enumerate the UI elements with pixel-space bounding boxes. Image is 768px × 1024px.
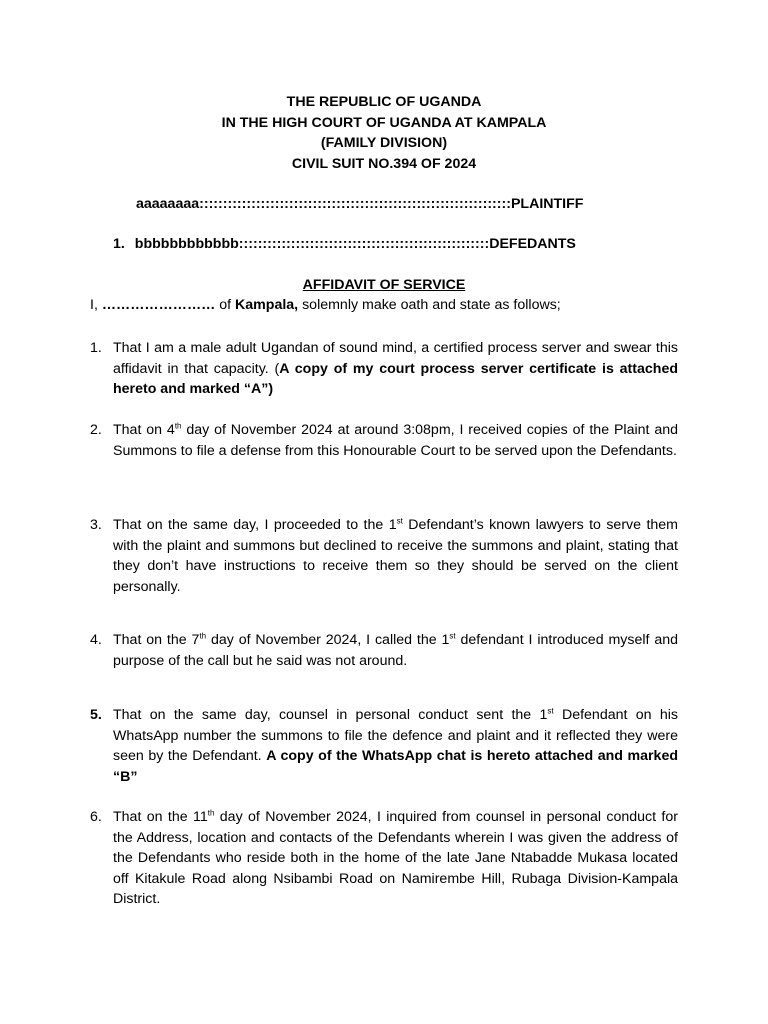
document-title: AFFIDAVIT OF SERVICE bbox=[302, 277, 466, 293]
defendant-number: 1. bbox=[113, 236, 125, 252]
paragraph-number: 2. bbox=[90, 422, 102, 438]
paragraph-6: 6. That on the 11th day of November 2024, I inquired from counsel in personal conduct for the Address, location and contacts of the Defendants wherein I was given the address of the Defendants who reside both in the home of the late Jane Ntabadde Mukasa located off Kitakule Road along Nsibambi Road on Namirembe Hill, Rubaga Division-Kampala District. bbox=[90, 808, 678, 908]
paragraph-number: 6. bbox=[90, 809, 102, 825]
intro-place: Kampala, bbox=[235, 297, 299, 313]
defendant-name: bbbbbbbbbbbb:::::::::::::::::::::::::::::::::::::::::::::::::::::DEFEDANTS bbox=[134, 236, 576, 252]
paragraph-1: 1. That I am a male adult Ugandan of sound mind, a certified process server and swear this affidavit in that capacity. (A copy of my court process server certificate is attached hereto and marked “A”) bbox=[90, 340, 678, 398]
heading-court: IN THE HIGH COURT OF UGANDA AT KAMPALA bbox=[221, 114, 547, 131]
paragraph-number: 5. bbox=[90, 707, 102, 723]
intro-line: I, …………………… of Kampala, solemnly make oath and state as follows; bbox=[90, 297, 561, 313]
heading-republic: THE REPUBLIC OF UGANDA bbox=[286, 94, 482, 110]
paragraph-number: 4. bbox=[90, 632, 102, 648]
paragraph-5: 5. That on the same day, counsel in personal conduct sent the 1st Defendant on his WhatsApp number the summons to file the defence and plaint and it reflected they were seen by the Defendant. A copy of the WhatsApp chat is hereto attached and marked “B” bbox=[90, 706, 679, 785]
paragraph-3: 3. That on the same day, I proceeded to the 1st Defendant’s known lawyers to serve them with the plaint and summons but declined to receive the summons and plaint, stating that they don’t have instructions to receive them so they should be served on the client personally. bbox=[90, 516, 678, 595]
court-heading bbox=[0, 92, 768, 174]
paragraph-number: 1. bbox=[90, 340, 102, 356]
heading-suit-number: CIVIL SUIT NO.394 OF 2024 bbox=[291, 155, 477, 172]
plaintiff-line: aaaaaaaa::::::::::::::::::::::::::::::::::::::::::::::::::::::::::::::::::PLAINTIFF bbox=[136, 196, 584, 212]
heading-division: (FAMILY DIVISION) bbox=[320, 135, 448, 151]
paragraph-number: 3. bbox=[90, 517, 102, 533]
paragraph-2: 2. That on 4th day of November 2024 at around 3:08pm, I received copies of the Plaint and Summons to file a defense from this Honourable Court to be served upon the Defendants. bbox=[90, 421, 678, 459]
deponent-name-blank: …………………… bbox=[101, 297, 216, 313]
paragraph-4: 4. That on the 7th day of November 2024, I called the 1st defendant I introduced myself and purpose of the call but he said was not around. bbox=[90, 631, 679, 669]
defendant-line bbox=[113, 236, 576, 252]
